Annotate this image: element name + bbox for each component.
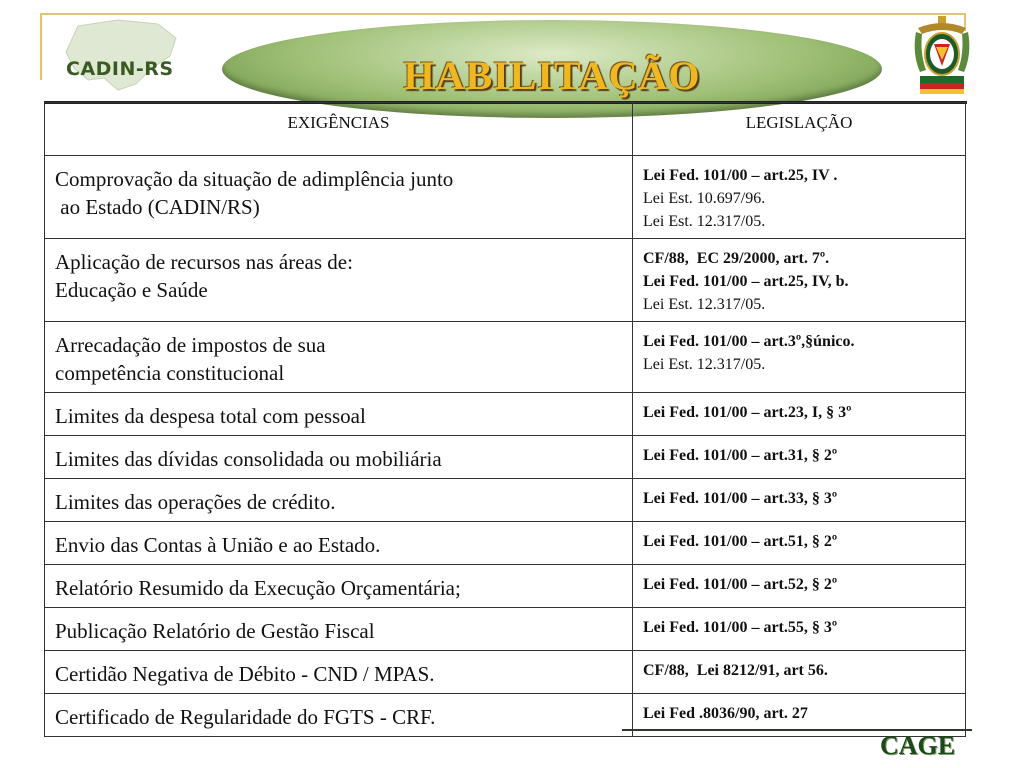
requirements-table (44, 102, 965, 737)
legislation-cell (633, 322, 966, 393)
rs-map-icon (48, 18, 198, 94)
legislation-reference: Lei Fed. 101/00 – art.31, § 2º (643, 447, 838, 464)
legislation-reference: Lei Fed .8036/90, art. 27 (643, 705, 808, 722)
legislation-reference: Lei Est. 12.317/05. (643, 296, 766, 313)
requirement-cell (45, 393, 633, 436)
column-header-legislation: LEGISLAÇÃO (633, 103, 966, 156)
legislation-reference: CF/88, EC 29/2000, art. 7º. (643, 250, 830, 267)
table-row (45, 322, 966, 393)
legislation-cell (633, 608, 966, 651)
table-row (45, 608, 966, 651)
legislation-reference: Lei Fed. 101/00 – art.25, IV, b. (643, 273, 849, 290)
legislation-cell (633, 565, 966, 608)
table-row (45, 239, 966, 322)
column-header-requirements: EXIGÊNCIAS (45, 103, 633, 156)
requirement-cell (45, 608, 633, 651)
requirement-text: Comprovação da situação de adimplência junto (55, 167, 454, 191)
requirement-cell (45, 651, 633, 694)
legislation-cell (633, 156, 966, 239)
legislation-reference: CF/88, Lei 8212/91, art 56. (643, 662, 828, 679)
requirement-text: Envio das Contas à União e ao Estado. (55, 533, 381, 557)
legislation-cell (633, 651, 966, 694)
legislation-reference: Lei Fed. 101/00 – art.23, I, § 3º (643, 404, 852, 421)
slide-frame-top (40, 13, 965, 15)
legislation-reference: Lei Fed. 101/00 – art.51, § 2º (643, 533, 838, 550)
requirement-text: Arrecadação de impostos de sua (55, 333, 326, 357)
table-row (45, 565, 966, 608)
requirement-text: Relatório Resumido da Execução Orçamentária; (55, 576, 461, 600)
table-row (45, 522, 966, 565)
legislation-cell (633, 239, 966, 322)
table-body (45, 156, 966, 737)
requirement-cell (45, 565, 633, 608)
requirement-cell (45, 436, 633, 479)
requirement-cell (45, 522, 633, 565)
requirement-text: Limites da despesa total com pessoal (55, 404, 366, 428)
legislation-cell (633, 393, 966, 436)
table-row (45, 479, 966, 522)
table-row (45, 436, 966, 479)
requirement-text: competência constitucional (55, 361, 285, 385)
cadin-logo (48, 18, 228, 94)
requirement-cell (45, 479, 633, 522)
legislation-reference: Lei Fed. 101/00 – art.3º,§único. (643, 333, 855, 350)
requirement-text: Certidão Negativa de Débito - CND / MPAS. (55, 662, 435, 686)
requirement-cell (45, 239, 633, 322)
legislation-cell (633, 479, 966, 522)
coat-of-arms-icon (912, 14, 972, 96)
table-row (45, 393, 966, 436)
legislation-reference: Lei Fed. 101/00 – art.25, IV . (643, 167, 838, 184)
cage-brand: CAGE (880, 731, 956, 760)
requirement-text: Limites das operações de crédito. (55, 490, 336, 514)
legislation-cell (633, 436, 966, 479)
page-title: HABILITAÇÃO (403, 53, 701, 98)
legislation-reference: Lei Est. 10.697/96. (643, 190, 766, 207)
requirement-text: Educação e Saúde (55, 278, 208, 302)
legislation-reference: Lei Fed. 101/00 – art.55, § 3º (643, 619, 838, 636)
requirement-text: Certificado de Regularidade do FGTS - CRF. (55, 705, 436, 729)
requirement-text: ao Estado (CADIN/RS) (55, 195, 260, 219)
legislation-reference: Lei Fed. 101/00 – art.33, § 3º (643, 490, 838, 507)
requirement-cell (45, 156, 633, 239)
legislation-reference: Lei Fed. 101/00 – art.52, § 2º (643, 576, 838, 593)
legislation-cell (633, 522, 966, 565)
legislation-reference: Lei Est. 12.317/05. (643, 213, 766, 230)
requirement-text: Aplicação de recursos nas áreas de: (55, 250, 353, 274)
slide-frame-left (40, 13, 42, 80)
requirement-text: Publicação Relatório de Gestão Fiscal (55, 619, 375, 643)
requirement-cell (45, 694, 633, 737)
logo-text: CADIN-RS (66, 58, 174, 80)
requirement-text: Limites das dívidas consolidada ou mobiliária (55, 447, 442, 471)
table-row (45, 651, 966, 694)
legislation-reference: Lei Est. 12.317/05. (643, 356, 766, 373)
requirement-cell (45, 322, 633, 393)
table-header-row (45, 103, 966, 156)
table-row (45, 156, 966, 239)
